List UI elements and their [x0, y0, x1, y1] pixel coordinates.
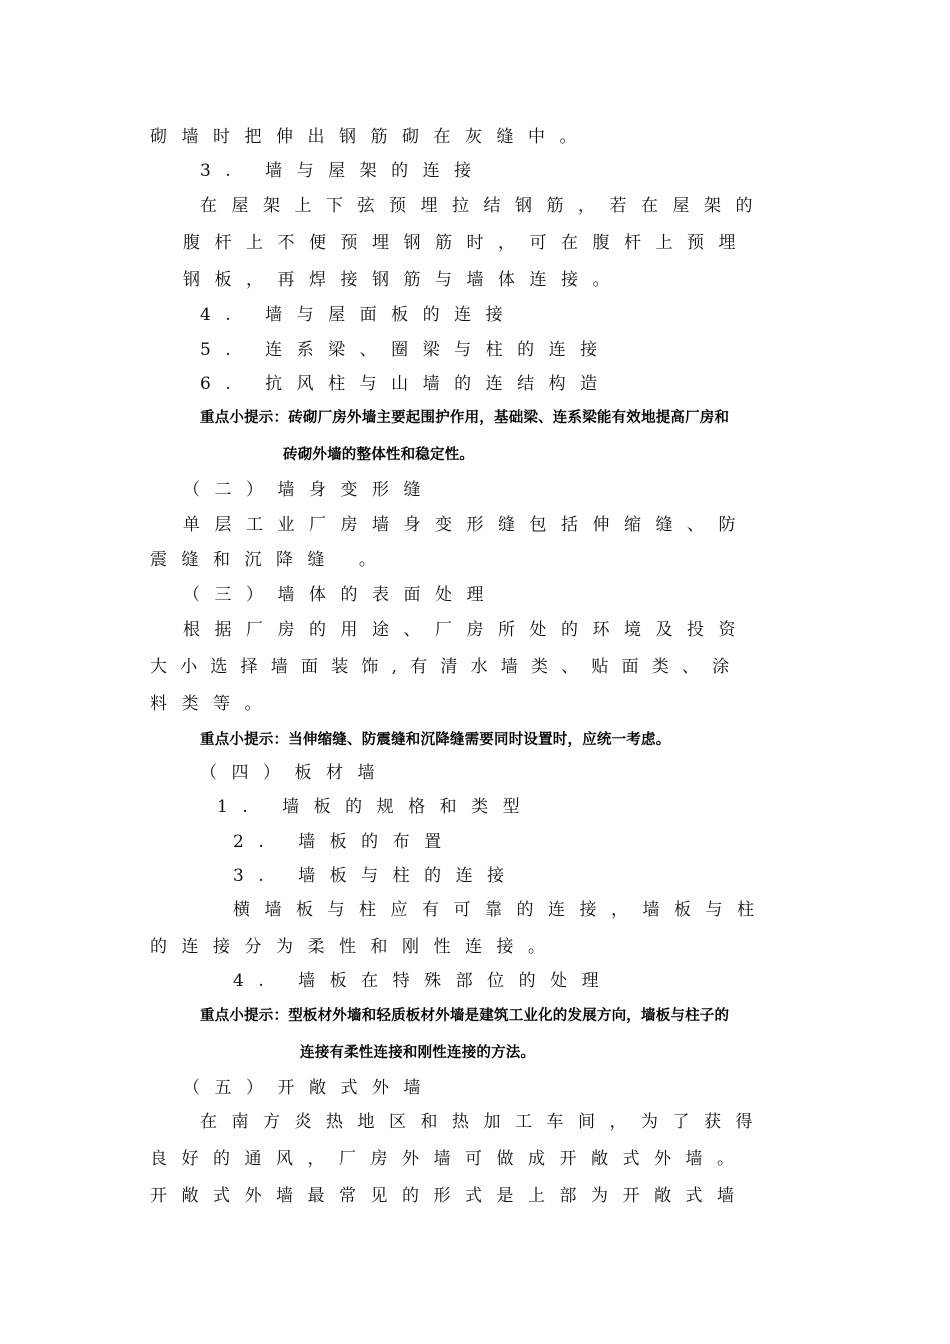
section-heading: （二）墙身变形缝: [183, 480, 435, 500]
key-tip: 连接有柔性连接和刚性连接的方法。: [300, 1045, 536, 1061]
text-line: 根据厂房的用途、厂房所处的环境及投资: [183, 620, 750, 640]
key-tip: 砖砌外墙的整体性和稳定性。: [283, 447, 475, 463]
text-line: 震缝和沉降缝 。: [150, 550, 391, 570]
key-tip: 重点小提示：型板材外墙和轻质板材外墙是建筑工业化的发展方向，墙板与柱子的: [200, 1008, 730, 1024]
text-line: 在南方炎热地区和热加工车间，为了获得: [200, 1112, 767, 1132]
section-heading: 2. 墙板的布置: [233, 832, 456, 852]
text-line: 在屋架上下弦预埋拉结钢筋，若在屋架的: [200, 196, 767, 216]
text-line: 单层工业厂房墙身变形缝包括伸缩缝、防: [183, 515, 750, 535]
section-heading: 6. 抗风柱与山墙的连结构造: [200, 374, 612, 394]
section-heading: 3. 墙板与柱的连接: [233, 866, 519, 886]
section-heading: （三）墙体的表面处理: [183, 585, 498, 605]
text-line: 料类等。: [150, 694, 276, 714]
text-line: 大小选择墙面装饰,有清水墙类、贴面类、涂: [150, 657, 743, 677]
key-tip: 重点小提示：当伸缩缝、防震缝和沉降缝需要同时设置时，应统一考虑。: [200, 732, 671, 748]
section-heading: 5. 连系梁、圈梁与柱的连接: [200, 340, 612, 360]
section-heading: 4. 墙与屋面板的连接: [200, 305, 518, 325]
text-line: 的连接分为柔性和刚性连接。: [150, 937, 560, 957]
section-heading: 1. 墙板的规格和类型: [217, 797, 535, 817]
key-tip: 重点小提示：砖砌厂房外墙主要起围护作用，基础梁、连系梁能有效地提高厂房和: [200, 410, 730, 426]
section-heading: （四）板材墙: [200, 763, 389, 783]
text-line: 腹杆上不便预埋钢筋时，可在腹杆上预埋: [183, 233, 750, 253]
text-line: 横墙板与柱应有可靠的连接，墙板与柱: [233, 900, 769, 920]
text-line: 砌墙时把伸出钢筋砌在灰缝中。: [150, 127, 591, 147]
text-line: 开敞式外墙最常见的形式是上部为开敞式墙: [150, 1186, 749, 1206]
text-line: 良好的通风，厂房外墙可做成开敞式外墙。: [150, 1149, 749, 1169]
section-heading: 4. 墙板在特殊部位的处理: [233, 971, 614, 991]
text-line: 钢板，再焊接钢筋与墙体连接。: [183, 270, 624, 290]
section-heading: 3. 墙与屋架的连接: [200, 161, 486, 181]
section-heading: （五）开敞式外墙: [183, 1078, 435, 1098]
